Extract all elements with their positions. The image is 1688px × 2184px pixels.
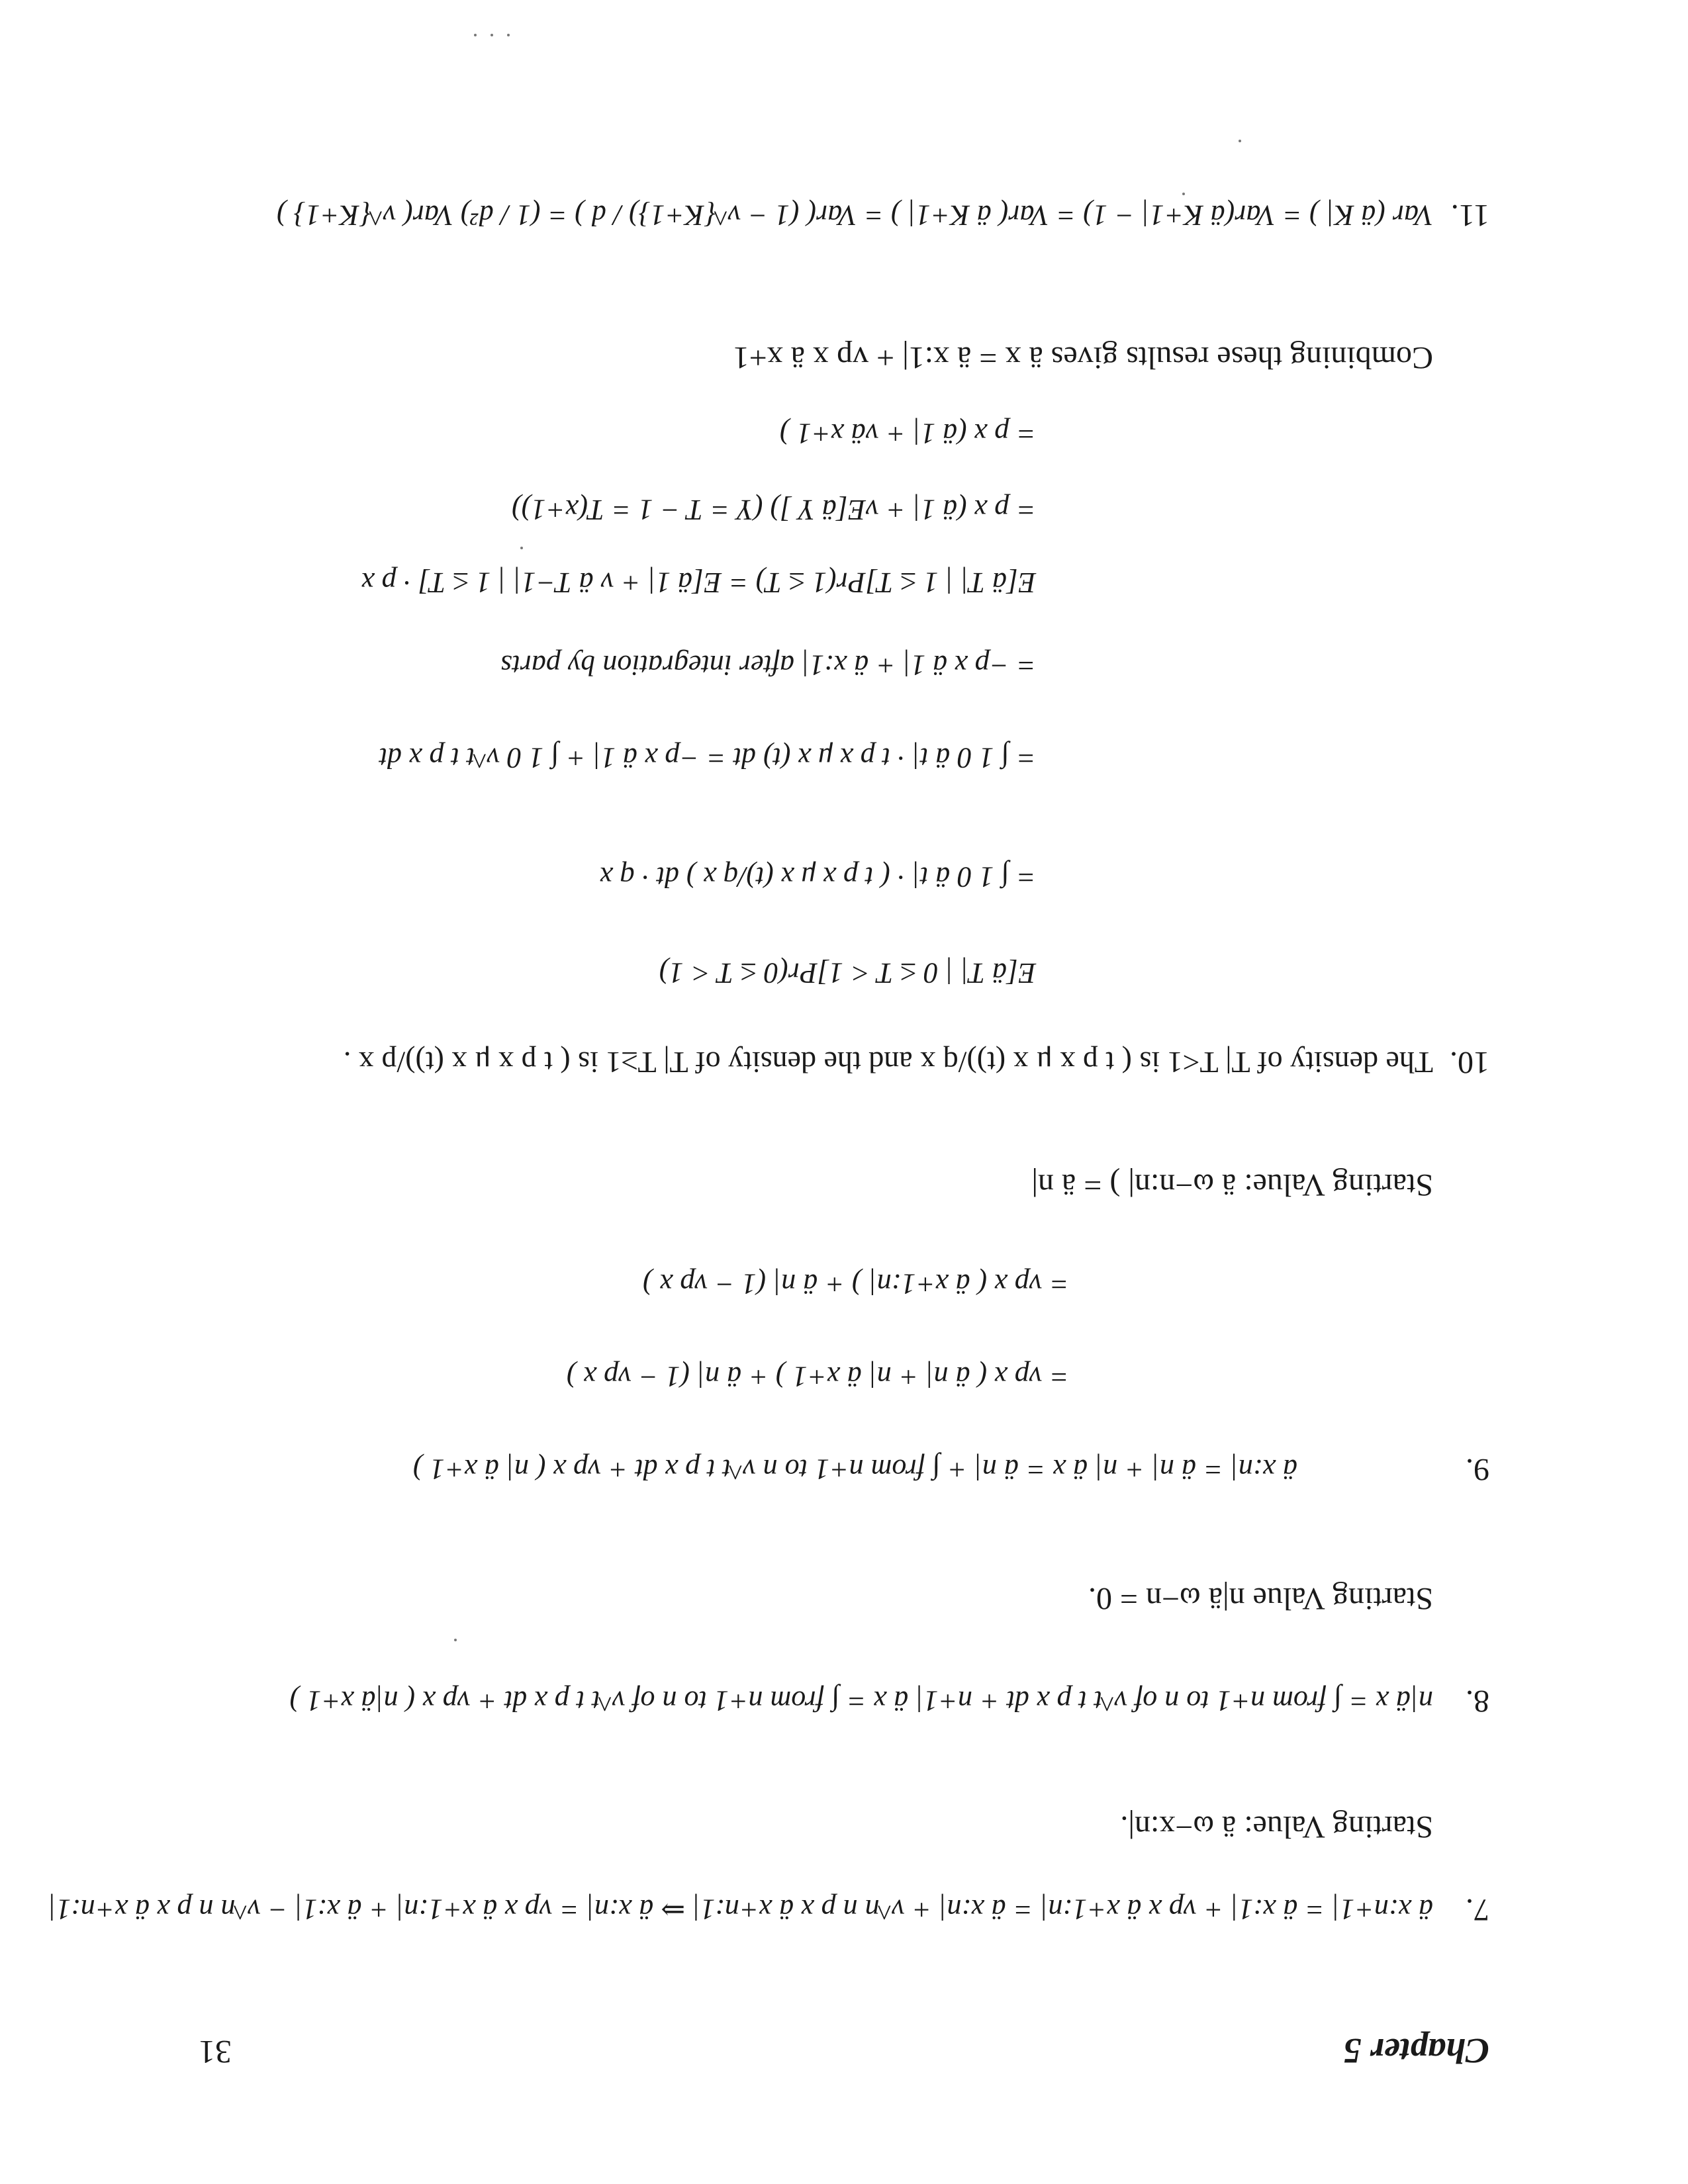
- page-header: [199, 2025, 1489, 2071]
- problem-11-number: 11.: [1450, 198, 1489, 233]
- page-number: 31: [199, 2034, 232, 2071]
- problem-7-starting-value: Starting Value: ä ω−x:n|.: [1120, 1809, 1433, 1844]
- problem-10-line-2: = ∫ 1 0 ä t| · ( t p x μ x (t)/q x ) dt · q x: [600, 861, 1036, 893]
- problem-9-equation-1: ä x:n| = ä n| + n| ä x = ä n| + ∫ from n+1 to n v^t t p x dt + vp x ( n| ä x+1 ): [413, 1453, 1297, 1486]
- problem-7-equation: ä x:n+1| = ä x:1| + vp x ä x+1:n| = ä x:n| + v^n n p x ä x+n:1| ⇒ ä x:n| = vp x ä x+1:n| + ä x:1| − v^n n p x ä x+n:1|: [48, 1893, 1433, 1926]
- scan-speck: [520, 547, 523, 549]
- problem-10-intro: The density of T| T<1 is ( t p x μ x (t))/q x and the density of T| T≥1 is ( t p x μ x (t))/p x .: [343, 1046, 1433, 1079]
- problem-10-line-7: = p x (ä 1| + vä x+1 ): [779, 418, 1036, 450]
- problem-10-line-6: = p x (ä 1| + vE[ä Y ]) (Y = T − 1 = T(x+1)): [512, 494, 1036, 526]
- scan-speck: [454, 1639, 457, 1641]
- scan-speck: [1239, 140, 1241, 142]
- problem-10-number: 10.: [1450, 1045, 1489, 1080]
- scan-speck: [1182, 193, 1185, 195]
- problem-10-line-5: E[ä T| | 1 ≤ T]Pr(1 ≤ T) = E[ä 1| + v ä T−1| | 1 ≤ T] · p x: [361, 567, 1036, 599]
- problem-10-combining: Combining these results gives ä x = ä x:1| + vp x ä x+1: [733, 340, 1433, 375]
- scan-speck: [507, 34, 510, 36]
- problem-8-equation: n|ä x = ∫ from n+1 to n of v^t t p x dt + n+1| ä x = ∫ from n+1 to n of v^t t p x dt + vp x ( n|ä x+1 ): [289, 1685, 1433, 1717]
- problem-9-equation-2: = vp x ( ä n| + n| ä x+1 ) + ä n| (1 − vp x ): [567, 1361, 1069, 1393]
- problem-10-line-3: = ∫ 1 0 ä t| · t p x μ x (t) dt = −p x ä 1| + ∫ 1 0 v^t t p x dt: [379, 742, 1036, 774]
- problem-9-number: 9.: [1466, 1452, 1489, 1487]
- problem-7-number: 7.: [1466, 1892, 1489, 1927]
- problem-11-equation: Var (ä K| ) = Var(ä K+1| − 1) = Var( ä K+1| ) = Var( (1 − v^{K+1}) / d ) = (1 / d²) Var( v^{K+1} ): [277, 199, 1433, 232]
- chapter-title: Chapter 5: [1343, 2031, 1489, 2071]
- problem-10-line-1: E[ä T| | 0 ≤ T < 1]Pr(0 ≤ T < 1): [659, 957, 1036, 989]
- problem-9-equation-3: = vp x ( ä x+1:n| ) + ä n| (1 − vp x ): [643, 1268, 1069, 1300]
- problem-8-number: 8.: [1466, 1684, 1489, 1719]
- problem-10-line-4: = −p x ä 1| + ä x:1| after integration by parts: [500, 649, 1036, 682]
- scan-speck: [474, 34, 477, 36]
- scan-speck: [491, 34, 493, 36]
- problem-9-starting-value: Starting Value: ä ω−n:n| ) = ä n|: [1031, 1167, 1433, 1203]
- problem-8-starting-value: Starting Value n|ä ω−n = 0.: [1088, 1581, 1433, 1616]
